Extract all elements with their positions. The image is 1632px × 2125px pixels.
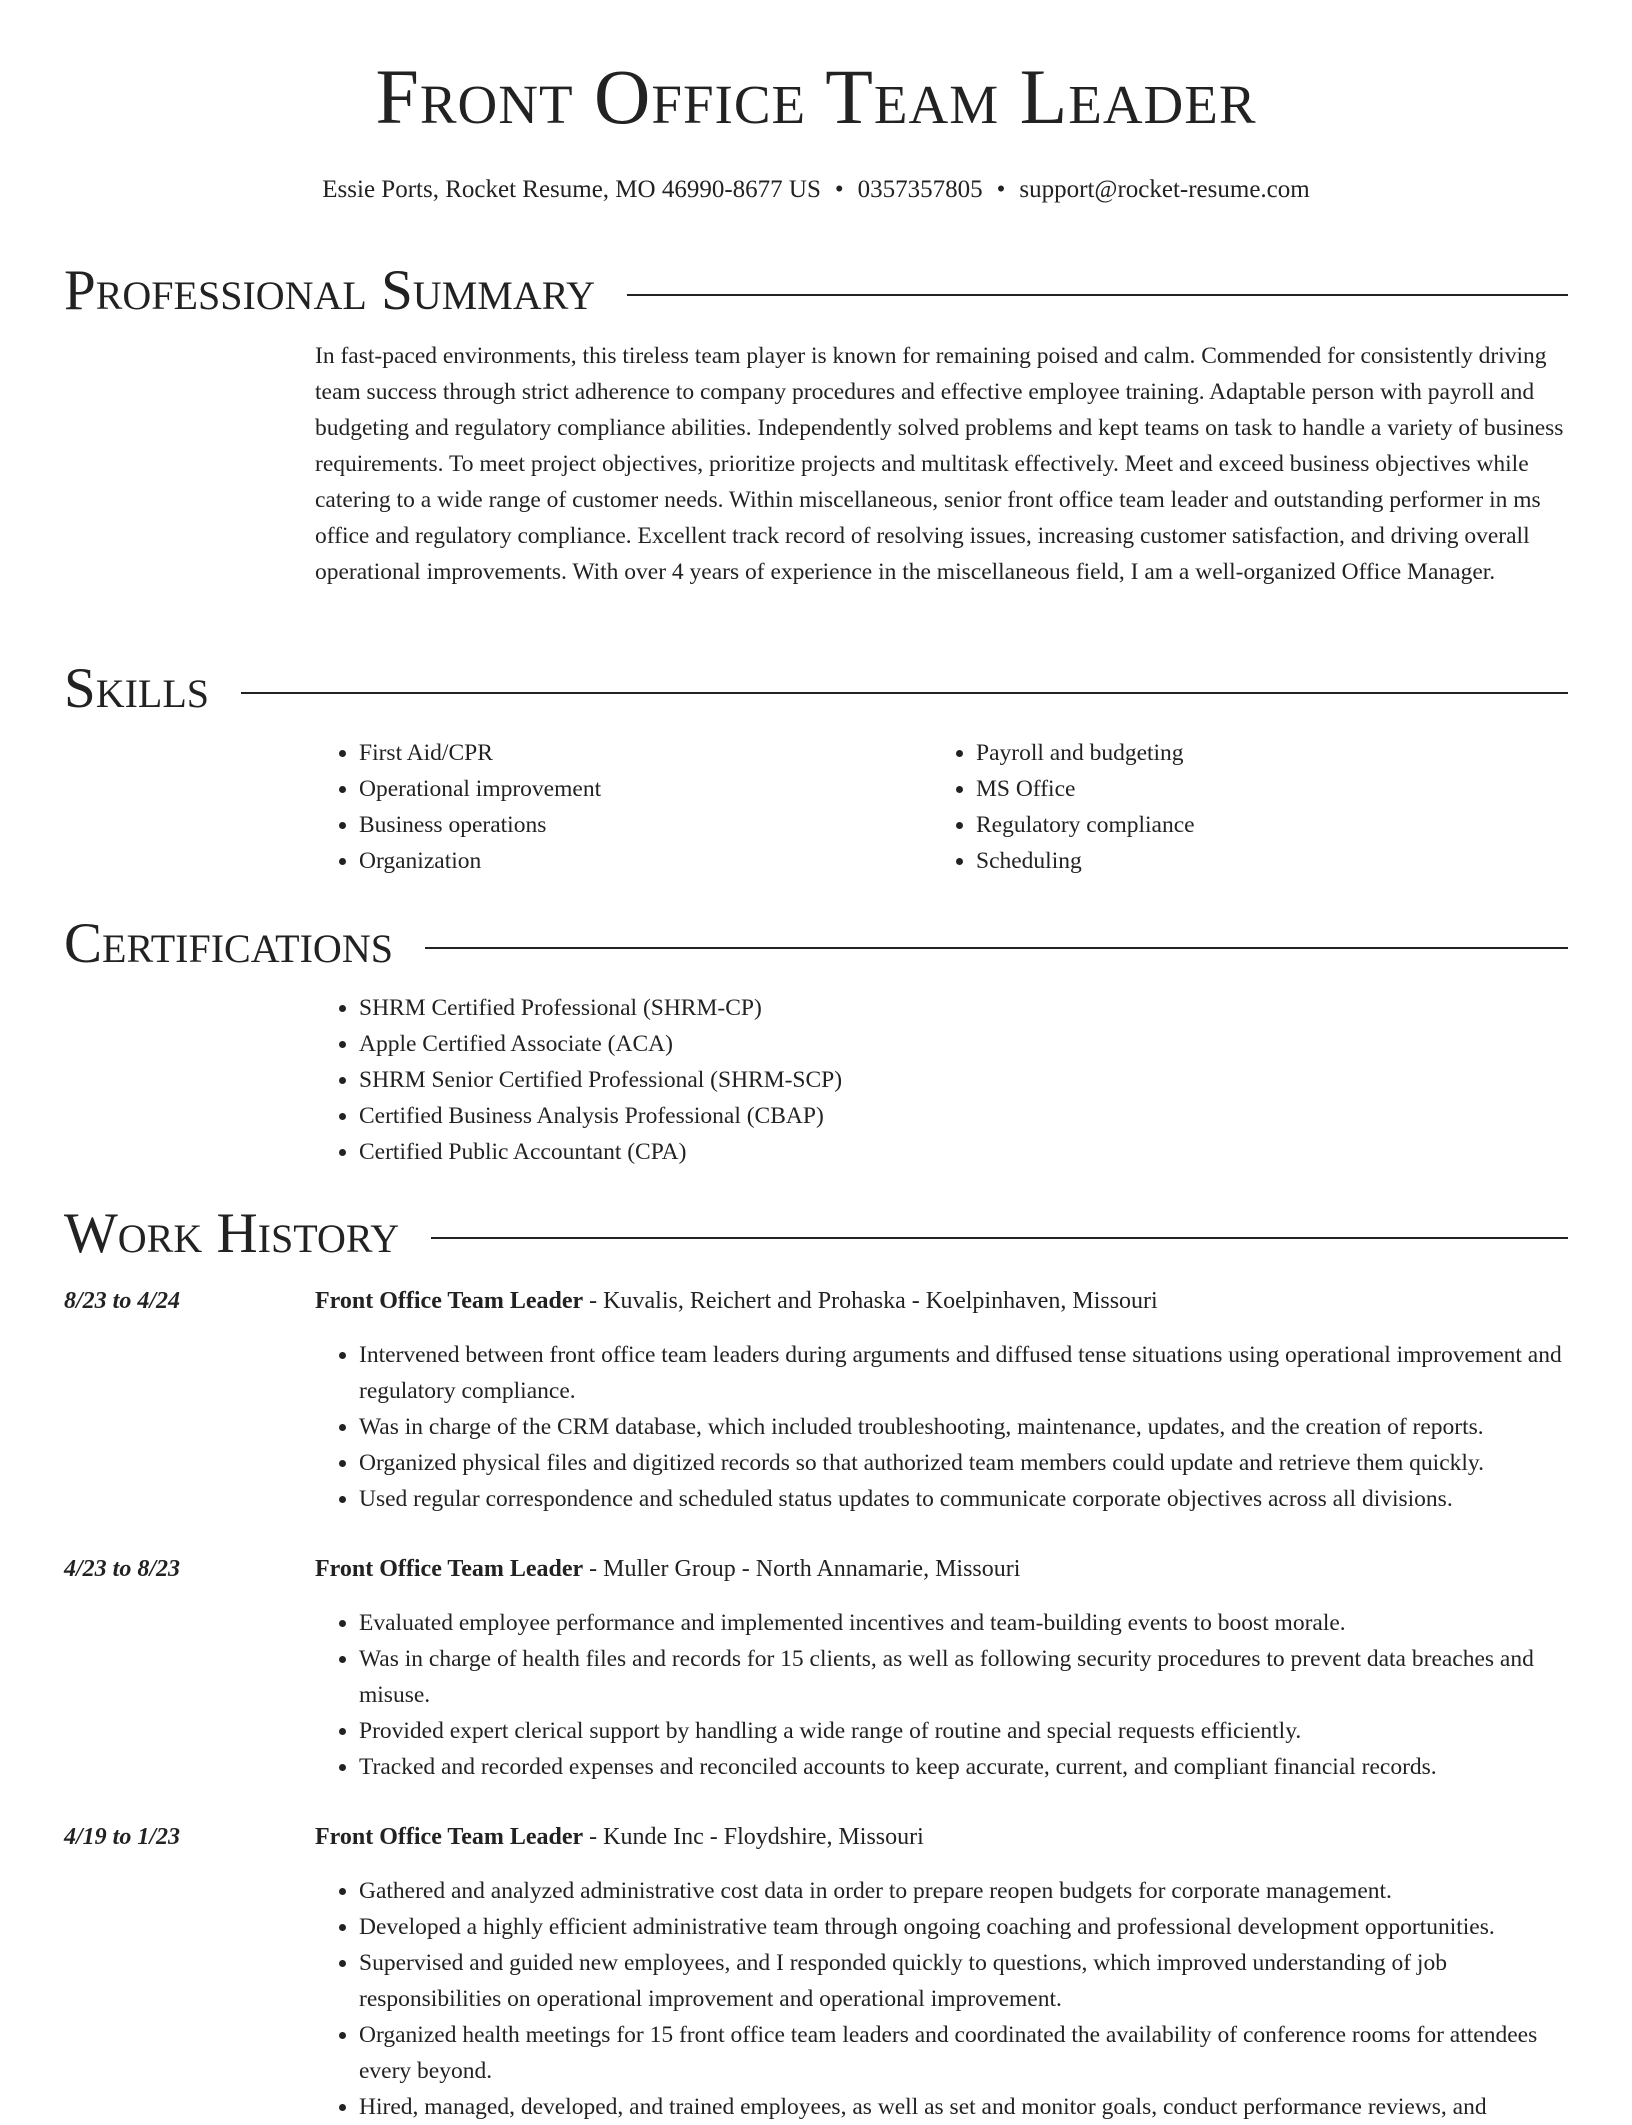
section-divider (241, 692, 1568, 694)
certification-item: • Certified Business Analysis Professional (CBAP) (359, 1098, 842, 1134)
job-dates: 4/23 to 8/23 (64, 1556, 181, 1582)
skill-item: • Operational improvement (359, 771, 601, 807)
section-header-skills (64, 657, 1568, 720)
section-header-work-history (64, 1202, 1568, 1265)
skills-column-right (932, 735, 1195, 879)
job-dates: 4/19 to 1/23 (64, 1824, 181, 1850)
skill-item: • Regulatory compliance (976, 807, 1195, 843)
section-header-summary (64, 259, 1568, 322)
skills-column-left (315, 735, 601, 879)
candidate-name: Front Office Team Leader (375, 53, 1257, 140)
job-title-line (315, 1283, 1158, 1319)
contact-address: Essie Ports, Rocket Resume, MO 46990-8677 US (322, 176, 821, 203)
section-title-summary: Professional Summary (64, 259, 596, 322)
job-bullet: • Provided expert clerical support by handling a wide range of routine and special requests efficiently. (359, 1713, 1568, 1749)
certification-item: • Apple Certified Associate (ACA) (359, 1026, 842, 1062)
certification-item: • SHRM Senior Certified Professional (SHRM-SCP) (359, 1062, 842, 1098)
job-company: - Kunde Inc - Floydshire, Missouri (583, 1824, 924, 1850)
section-header-certifications (64, 912, 1568, 975)
job-bullet: • Developed a highly efficient administrative team through ongoing coaching and professional development opportunities. (359, 1909, 1568, 1945)
skill-item: • Payroll and budgeting (976, 735, 1195, 771)
job-title-line (315, 1819, 924, 1855)
job-bullet: • Evaluated employee performance and implemented incentives and team-building events to boost morale. (359, 1605, 1568, 1641)
job-bullet: • Organized health meetings for 15 front office team leaders and coordinated the availability of conference rooms for attendees every beyond. (359, 2017, 1568, 2089)
job-bullet: • Was in charge of the CRM database, which included troubleshooting, maintenance, updates, and the creation of reports. (359, 1409, 1568, 1445)
certifications-list (315, 990, 842, 1170)
job-bullets (315, 1873, 1568, 2125)
certification-item: • SHRM Certified Professional (SHRM-CP) (359, 990, 842, 1026)
job-company: - Muller Group - North Annamarie, Missouri (583, 1556, 1021, 1582)
contact-line (0, 176, 1632, 204)
section-title-work-history: Work History (64, 1202, 400, 1265)
section-divider (425, 947, 1568, 949)
job-bullet: • Intervened between front office team leaders during arguments and diffused tense situations using operational improvement and regulatory compliance. (359, 1337, 1568, 1409)
job-entry (64, 1551, 1568, 1811)
job-bullet: • Was in charge of health files and records for 15 clients, as well as following security procedures to prevent data breaches and misuse. (359, 1641, 1568, 1713)
section-divider (627, 294, 1568, 296)
job-title-line (315, 1551, 1020, 1587)
section-title-certifications: Certifications (64, 912, 393, 975)
job-role: Front Office Team Leader (315, 1556, 584, 1582)
job-bullet: • Organized physical files and digitized records so that authorized team members could update and retrieve them quickly. (359, 1445, 1568, 1481)
job-role: Front Office Team Leader (315, 1824, 584, 1850)
job-entry (64, 1819, 1568, 2120)
contact-separator: • (996, 176, 1006, 203)
job-bullet: • Hired, managed, developed, and trained employees, as well as set and monitor goals, conduct performance reviews, and (359, 2089, 1568, 2125)
skill-item: • First Aid/CPR (359, 735, 601, 771)
job-bullet: • Supervised and guided new employees, and I responded quickly to questions, which improved understanding of job responsibilities on operational improvement and operational improvement. (359, 1945, 1568, 2017)
job-bullet: • Used regular correspondence and scheduled status updates to communicate corporate objectives across all divisions. (359, 1481, 1568, 1517)
contact-email: support@rocket-resume.com (1019, 176, 1310, 203)
job-entry (64, 1283, 1568, 1543)
job-bullet: • Tracked and recorded expenses and reconciled accounts to keep accurate, current, and compliant financial records. (359, 1749, 1568, 1785)
skill-item: • MS Office (976, 771, 1195, 807)
summary-paragraph: In fast-paced environments, this tireless team player is known for remaining poised and calm. Commended for consistently driving team success through strict adherence to company procedures and effective employee training. Adaptable person with payroll and budgeting and regulatory compliance abilities. Independently solved problems and kept teams on task to handle a variety of business requirements. To meet project objectives, prioritize projects and multitask effectively. Meet and exceed business objectives while catering to a wide range of customer needs. Within miscellaneous, senior front office team leader and outstanding performer in ms office and regulatory compliance. Excellent track record of resolving issues, increasing customer satisfaction, and driving overall operational improvements. With over 4 years of experience in the miscellaneous field, I am a well-organized Office Manager. (315, 343, 1564, 585)
job-dates: 8/23 to 4/24 (64, 1288, 181, 1314)
section-divider (431, 1237, 1568, 1239)
job-company: - Kuvalis, Reichert and Prohaska - Koelpinhaven, Missouri (583, 1288, 1158, 1314)
job-bullet: • Gathered and analyzed administrative cost data in order to prepare reopen budgets for corporate management. (359, 1873, 1568, 1909)
section-title-skills: Skills (64, 657, 210, 720)
job-bullets (315, 1605, 1568, 1785)
skill-item: • Organization (359, 843, 601, 879)
job-bullets (315, 1337, 1568, 1517)
contact-separator: • (834, 176, 844, 203)
skill-item: • Scheduling (976, 843, 1195, 879)
skill-item: • Business operations (359, 807, 601, 843)
job-role: Front Office Team Leader (315, 1288, 584, 1314)
contact-phone: 0357357805 (857, 176, 983, 203)
certification-item: • Certified Public Accountant (CPA) (359, 1134, 842, 1170)
